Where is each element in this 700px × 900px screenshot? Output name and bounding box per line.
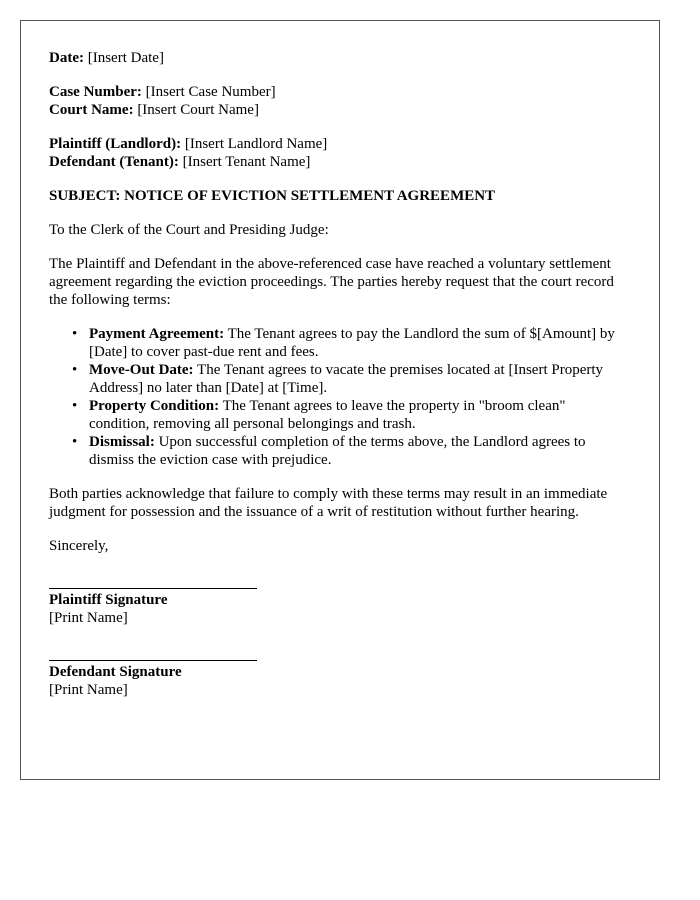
plaintiff-signature-block	[49, 588, 631, 627]
case-number-line	[49, 83, 631, 101]
plaintiff-value: [Insert Landlord Name]	[181, 136, 328, 152]
defendant-line	[49, 153, 631, 171]
term-title: Move-Out Date:	[89, 362, 194, 378]
closing-paragraph: Both parties acknowledge that failure to comply with these terms may result in an immediate judgment for possession and the issuance of a writ of restitution without further hearing.	[49, 486, 608, 520]
term-text: Upon successful completion of the terms above, the Landlord agrees to dismiss the eviction case with prejudice.	[89, 434, 586, 468]
term-item	[89, 361, 631, 397]
court-name-value: [Insert Court Name]	[133, 102, 259, 118]
defendant-print-name: [Print Name]	[49, 682, 128, 698]
settlement-letter	[20, 20, 660, 780]
plaintiff-label: Plaintiff (Landlord):	[49, 136, 182, 152]
court-name-line	[49, 101, 631, 119]
case-number-value: [Insert Case Number]	[141, 84, 276, 100]
defendant-value: [Insert Tenant Name]	[178, 154, 311, 170]
term-text: The Tenant agrees to leave the property in "broom clean" condition, removing all personal belongings and trash.	[89, 398, 566, 432]
case-number-label: Case Number:	[49, 84, 142, 100]
intro-paragraph: The Plaintiff and Defendant in the above-referenced case have reached a voluntary settlement agreement regarding the eviction proceedings. The parties hereby request that the court record the following terms:	[49, 256, 614, 308]
salutation: To the Clerk of the Court and Presiding Judge:	[49, 222, 329, 238]
plaintiff-print-name: [Print Name]	[49, 610, 128, 626]
term-title: Property Condition:	[89, 398, 220, 414]
date-value: [Insert Date]	[83, 50, 164, 66]
plaintiff-line	[49, 135, 631, 153]
term-item	[89, 397, 631, 433]
sign-off: Sincerely,	[49, 538, 109, 554]
date-line	[49, 49, 631, 67]
term-title: Payment Agreement:	[89, 326, 225, 342]
term-title: Dismissal:	[89, 434, 155, 450]
term-item	[89, 433, 631, 469]
subject-heading: SUBJECT: NOTICE OF EVICTION SETTLEMENT AGREEMENT	[49, 188, 496, 204]
court-name-label: Court Name:	[49, 102, 134, 118]
defendant-signature-line	[49, 660, 257, 661]
defendant-label: Defendant (Tenant):	[49, 154, 179, 170]
plaintiff-signature-line	[49, 588, 257, 589]
plaintiff-signature-label: Plaintiff Signature	[49, 592, 168, 608]
term-text: The Tenant agrees to pay the Landlord the sum of $[Amount] by [Date] to cover past-due rent and fees.	[89, 326, 615, 360]
term-item	[89, 325, 631, 361]
term-text: The Tenant agrees to vacate the premises located at [Insert Property Address] no later than [Date] at [Time].	[89, 362, 604, 396]
defendant-signature-block	[49, 660, 631, 699]
defendant-signature-label: Defendant Signature	[49, 664, 182, 680]
terms-list	[49, 325, 631, 469]
date-label: Date:	[49, 50, 84, 66]
